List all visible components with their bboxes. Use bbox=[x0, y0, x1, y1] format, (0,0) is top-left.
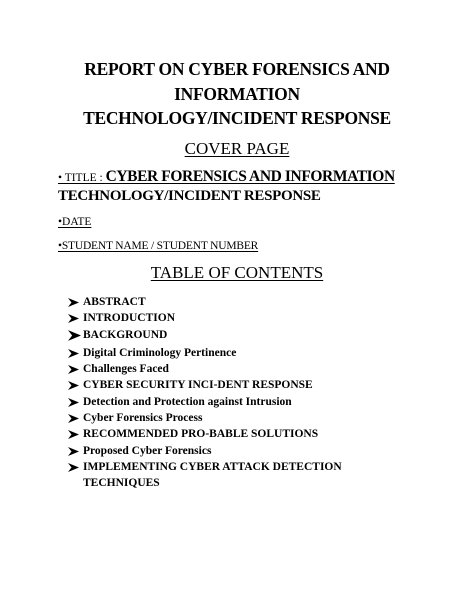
toc-item bbox=[68, 410, 468, 426]
arrowhead-bullet-icon bbox=[68, 414, 79, 423]
toc-item bbox=[68, 345, 468, 361]
student-bullet: •STUDENT NAME / STUDENT NUMBER bbox=[58, 240, 259, 252]
toc-item-text: INTRODUCTION bbox=[83, 312, 176, 325]
toc-item bbox=[68, 294, 468, 310]
toc-item bbox=[68, 377, 468, 393]
toc-item-text: Cyber Forensics Process bbox=[83, 412, 203, 425]
report-title-line-3: TECHNOLOGY/INCIDENT RESPONSE bbox=[83, 108, 391, 128]
title-bullet bbox=[58, 167, 395, 188]
toc-item-text: Proposed Cyber Forensics bbox=[83, 444, 212, 457]
title-label: • TITLE : bbox=[58, 172, 106, 184]
toc-item-text: ABSTRACT bbox=[83, 296, 146, 308]
toc-item-text: RECOMMENDED PRO-BABLE SOLUTIONS bbox=[83, 428, 319, 441]
toc-item-continued bbox=[68, 475, 468, 491]
arrowhead-bullet-icon bbox=[68, 314, 79, 323]
arrowhead-bullet-icon bbox=[68, 398, 79, 407]
toc-item-text: Digital Criminology Pertinence bbox=[83, 346, 237, 359]
toc-item-text: CYBER SECURITY INCI-DENT RESPONSE bbox=[83, 379, 313, 392]
date-bullet: •DATE bbox=[58, 216, 92, 228]
arrowhead-bullet-icon bbox=[68, 430, 79, 439]
cover-page-heading: COVER PAGE bbox=[184, 139, 290, 158]
toc-item-text: TECHNIQUES bbox=[83, 477, 160, 490]
toc-item bbox=[68, 394, 468, 410]
report-title-line-1: REPORT ON CYBER FORENSICS AND bbox=[84, 59, 390, 79]
table-of-contents-list bbox=[68, 294, 468, 492]
arrowhead-bullet-icon bbox=[68, 365, 79, 374]
toc-item bbox=[68, 426, 468, 442]
table-of-contents-heading: TABLE OF CONTENTS bbox=[150, 263, 324, 282]
toc-item bbox=[68, 310, 468, 326]
toc-item bbox=[68, 443, 468, 459]
toc-item bbox=[68, 327, 468, 343]
arrowhead-bullet-icon bbox=[68, 298, 79, 307]
toc-item-text: Detection and Protection against Intrusion bbox=[83, 395, 292, 408]
toc-item bbox=[68, 361, 468, 377]
arrowhead-bullet-icon bbox=[68, 447, 79, 456]
toc-item bbox=[68, 459, 468, 475]
toc-item-text: BACKGROUND bbox=[83, 328, 168, 341]
toc-item-text: Challenges Faced bbox=[83, 363, 169, 376]
arrowhead-bullet-icon bbox=[68, 381, 79, 390]
title-value: CYBER FORENSICS AND INFORMATION bbox=[105, 168, 395, 185]
arrowhead-bullet-icon bbox=[68, 463, 79, 472]
toc-item-text: IMPLEMENTING CYBER ATTACK DETECTION bbox=[83, 460, 342, 473]
report-title-line-2: INFORMATION bbox=[174, 84, 300, 104]
arrowhead-bullet-icon bbox=[68, 349, 79, 358]
arrowhead-bullet-icon bbox=[68, 330, 81, 341]
title-value-continued: TECHNOLOGY/INCIDENT RESPONSE bbox=[58, 188, 321, 204]
